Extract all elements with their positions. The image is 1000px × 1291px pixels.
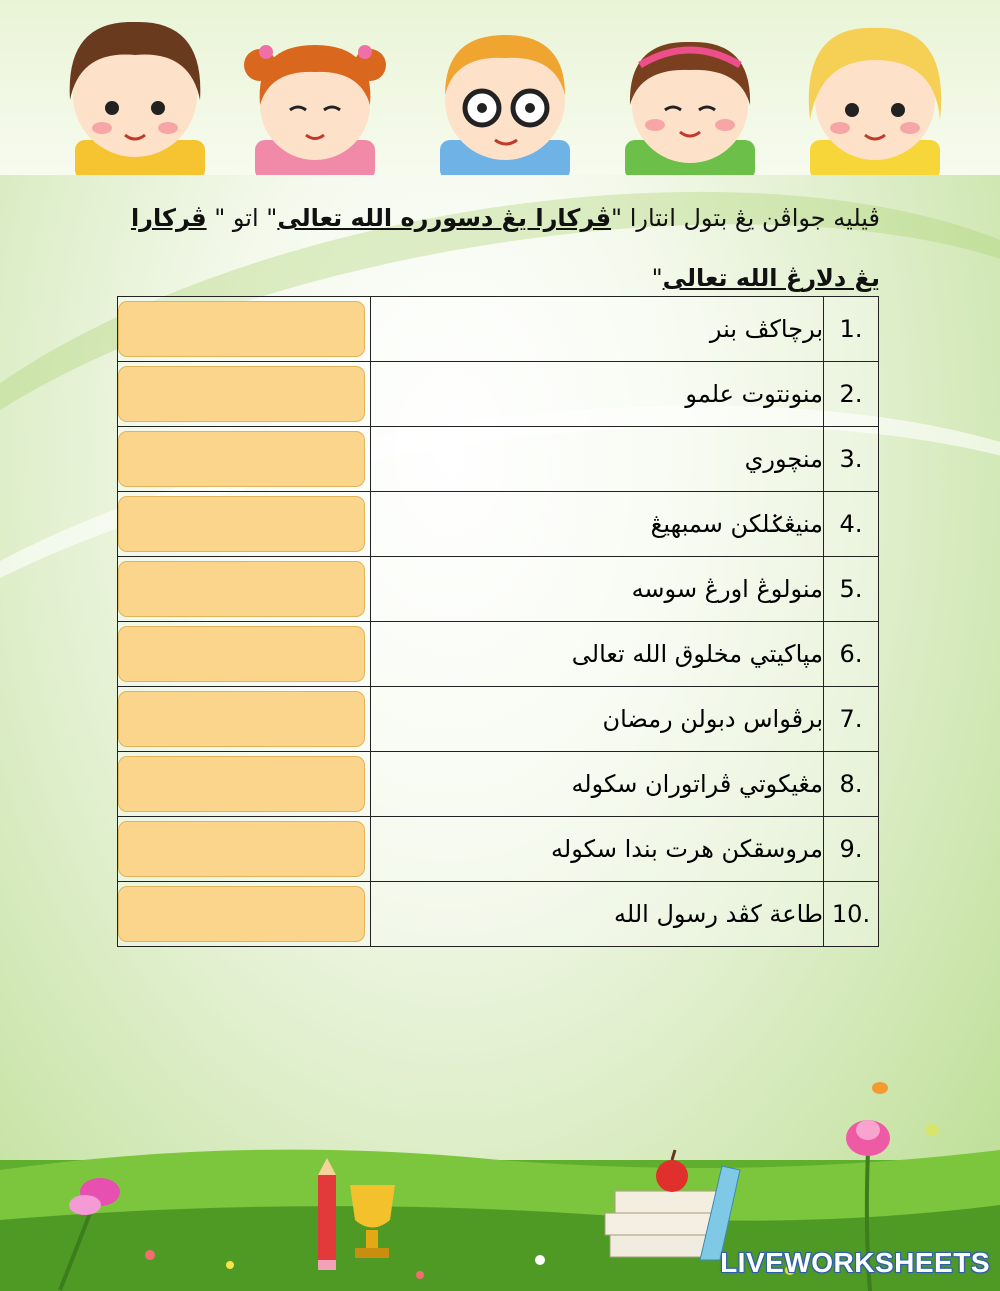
answer-dropzone[interactable] (118, 691, 365, 747)
answer-cell (118, 427, 371, 492)
table-row (118, 817, 879, 882)
instruction-text: ڤيليه جواڤن يڠ بتول انتارا " (611, 204, 880, 232)
answer-cell (118, 492, 371, 557)
table-row (118, 297, 879, 362)
answer-dropzone[interactable] (118, 626, 365, 682)
answer-cell (118, 687, 371, 752)
answer-cell (118, 752, 371, 817)
instruction-text: " اتو " (214, 204, 278, 232)
item-text: منچوري (371, 427, 824, 492)
instruction-bold-forbidden: ڤركارا يڠ دلارڠ الله تعالى (130, 204, 880, 292)
table-row (118, 362, 879, 427)
item-number: 5. (824, 557, 879, 622)
answer-dropzone[interactable] (118, 756, 365, 812)
instructions (120, 188, 880, 308)
table-row (118, 557, 879, 622)
answer-cell (118, 297, 371, 362)
answer-cell (118, 817, 371, 882)
item-text: منيڠݢلکن سمبهيڠ (371, 492, 824, 557)
table-row (118, 752, 879, 817)
item-number: 6. (824, 622, 879, 687)
answer-dropzone[interactable] (118, 561, 365, 617)
item-number: 7. (824, 687, 879, 752)
item-text: برچاكڤ بنر (371, 297, 824, 362)
instruction-bold-commanded: ڤركارا يڠ دسورره الله تعالى (277, 204, 612, 232)
answer-cell (118, 622, 371, 687)
item-text: برڤواس دبولن رمضان (371, 687, 824, 752)
item-text: مڠيكوتي ڤراتوران سكوله (371, 752, 824, 817)
liveworksheets-logo: LIVEWORKSHEETS (720, 1247, 990, 1278)
item-number: 3. (824, 427, 879, 492)
kid-face-icon (625, 42, 755, 175)
table-row (118, 622, 879, 687)
item-text: منولوڠ اورڠ سوسه (371, 557, 824, 622)
instruction-text: " (651, 264, 663, 292)
answer-dropzone[interactable] (118, 301, 365, 357)
answer-cell (118, 557, 371, 622)
item-text: مروسقكن هرت بندا سكوله (371, 817, 824, 882)
table-row (118, 882, 879, 947)
table-row (118, 687, 879, 752)
item-text: مپاكيتي مخلوق الله تعالى (371, 622, 824, 687)
answer-dropzone[interactable] (118, 431, 365, 487)
item-text: طاعة كڤد رسول الله (371, 882, 824, 947)
pencil-icon (318, 1158, 336, 1270)
kid-face-icon (809, 28, 941, 175)
item-text: منونتوت علمو (371, 362, 824, 427)
item-number: 9. (824, 817, 879, 882)
item-number: 2. (824, 362, 879, 427)
item-number: 10. (824, 882, 879, 947)
item-number: 4. (824, 492, 879, 557)
item-number: 8. (824, 752, 879, 817)
kid-face-icon (440, 35, 570, 175)
answer-dropzone[interactable] (118, 366, 365, 422)
table-row (118, 427, 879, 492)
kid-face-icon (244, 45, 386, 175)
item-number: 1. (824, 297, 879, 362)
answer-cell (118, 362, 371, 427)
answer-dropzone[interactable] (118, 821, 365, 877)
worksheet-table (117, 296, 879, 947)
kid-face-icon (70, 22, 205, 175)
answer-dropzone[interactable] (118, 496, 365, 552)
answer-cell (118, 882, 371, 947)
answer-dropzone[interactable] (118, 886, 365, 942)
kids-illustration (40, 10, 960, 175)
table-row (118, 492, 879, 557)
